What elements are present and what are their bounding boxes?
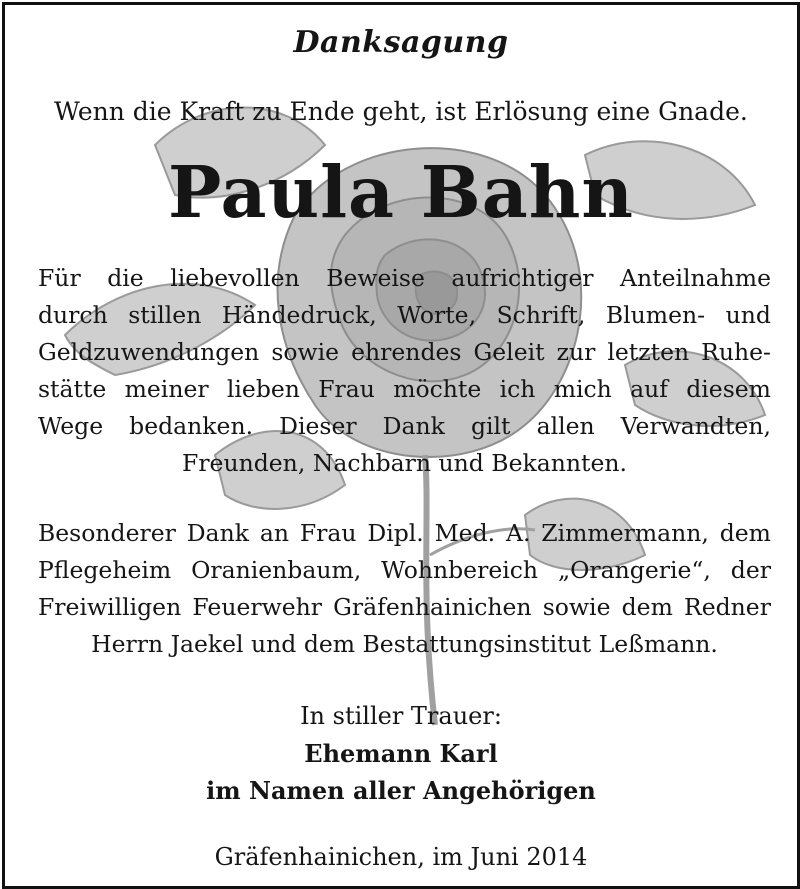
paragraph-line: Geldzuwendungen sowie ehrendes Geleit zur letzten Ruhe- (38, 338, 771, 366)
paragraph-line: Pflegeheim Oranienbaum, Wohnbereich „Orangerie“, der (38, 556, 771, 584)
place-date: Gräfenhainichen, im Juni 2014 (214, 843, 588, 871)
paragraph-line: Für die liebevollen Beweise aufrichtiger Anteilnahme (38, 264, 771, 292)
thanks-paragraph (38, 260, 771, 482)
paragraph-last-line: Herrn Jaekel und dem Bestattungsinstitut Leßmann. (91, 630, 718, 658)
paragraph-last-line: Freunden, Nachbarn und Bekannten. (182, 449, 627, 477)
motto: Wenn die Kraft zu Ende geht, ist Erlösung eine Gnade. (54, 97, 748, 126)
mourning-intro: In stiller Trauer: (300, 702, 502, 730)
signer-name: Ehemann Karl (304, 739, 498, 768)
special-thanks-paragraph (38, 515, 771, 663)
paragraph-line: durch stillen Händedruck, Worte, Schrift, Blumen- und (38, 301, 771, 329)
paragraph-line: Freiwilligen Feuerwehr Gräfenhainichen sowie dem Redner (38, 593, 771, 621)
closing-block (5, 698, 797, 809)
heading: Danksagung (293, 25, 509, 60)
paragraph-line: stätte meiner lieben Frau möchte ich mich auf diesem (38, 375, 771, 403)
on-behalf-line: im Namen aller Angehörigen (206, 776, 596, 805)
deceased-name: Paula Bahn (167, 150, 635, 234)
paragraph-line: Besonderer Dank an Frau Dipl. Med. A. Zimmermann, dem (38, 519, 771, 547)
paragraph-line: Wege bedanken. Dieser Dank gilt allen Verwandten, (38, 412, 771, 440)
notice-frame (2, 2, 800, 889)
notice-content (5, 5, 797, 886)
